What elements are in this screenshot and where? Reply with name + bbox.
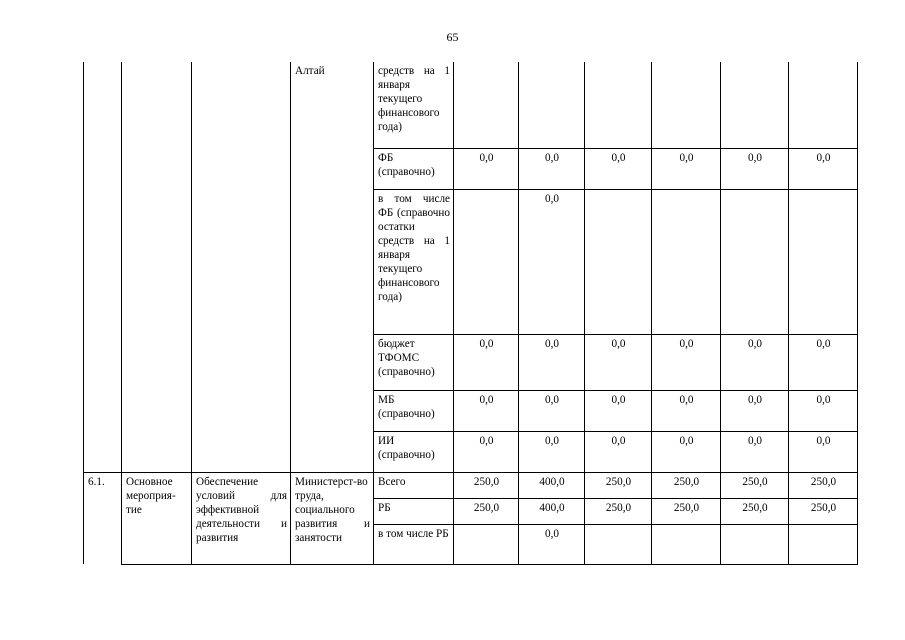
source-cell: ИИ (справочно) bbox=[374, 431, 454, 472]
value-cell: 250,0 bbox=[652, 498, 721, 524]
value-cell: 0,0 bbox=[585, 148, 652, 189]
source-cell: МБ (справочно) bbox=[374, 390, 454, 431]
budget-table bbox=[83, 62, 858, 565]
value-cell: 250,0 bbox=[652, 472, 721, 498]
value-cell: 0,0 bbox=[519, 431, 585, 472]
table-row bbox=[84, 472, 858, 498]
value-cell bbox=[721, 524, 789, 564]
value-cell: 0,0 bbox=[652, 431, 721, 472]
value-cell bbox=[585, 62, 652, 148]
value-cell: 250,0 bbox=[454, 472, 519, 498]
table-row bbox=[84, 62, 858, 148]
page-number: 65 bbox=[446, 30, 459, 44]
value-cell: 0,0 bbox=[454, 390, 519, 431]
value-cell: 400,0 bbox=[519, 498, 585, 524]
value-cell: 0,0 bbox=[652, 148, 721, 189]
value-cell: 0,0 bbox=[454, 431, 519, 472]
measure-name: Обеспечение условий для эффективной деятельности и развития bbox=[192, 472, 291, 564]
value-cell: 0,0 bbox=[721, 334, 789, 390]
value-cell: 0,0 bbox=[519, 390, 585, 431]
value-cell: 400,0 bbox=[519, 472, 585, 498]
value-cell: 0,0 bbox=[519, 334, 585, 390]
source-cell: РБ bbox=[374, 498, 454, 524]
value-cell: 250,0 bbox=[454, 498, 519, 524]
value-cell bbox=[721, 62, 789, 148]
value-cell: 0,0 bbox=[454, 334, 519, 390]
value-cell bbox=[454, 62, 519, 148]
measure-type: Основное мероприя-тие bbox=[122, 472, 192, 564]
source-cell: Всего bbox=[374, 472, 454, 498]
value-cell: 250,0 bbox=[585, 498, 652, 524]
source-cell: средств на 1 января текущего финансового года) bbox=[374, 62, 454, 148]
value-cell bbox=[585, 524, 652, 564]
value-cell bbox=[585, 189, 652, 334]
value-cell bbox=[454, 524, 519, 564]
value-cell bbox=[652, 189, 721, 334]
value-cell: 0,0 bbox=[585, 390, 652, 431]
value-cell: 0,0 bbox=[585, 431, 652, 472]
value-cell bbox=[652, 524, 721, 564]
value-cell: 0,0 bbox=[585, 334, 652, 390]
value-cell: 0,0 bbox=[652, 390, 721, 431]
value-cell: 0,0 bbox=[652, 334, 721, 390]
value-cell: 250,0 bbox=[789, 498, 858, 524]
value-cell bbox=[652, 62, 721, 148]
continued-type-cell bbox=[122, 62, 192, 472]
value-cell bbox=[519, 62, 585, 148]
value-cell: 0,0 bbox=[519, 524, 585, 564]
value-cell: 250,0 bbox=[585, 472, 652, 498]
continued-name-cell bbox=[192, 62, 291, 472]
value-cell: 0,0 bbox=[789, 390, 858, 431]
value-cell: 0,0 bbox=[721, 431, 789, 472]
value-cell: 0,0 bbox=[519, 148, 585, 189]
value-cell: 0,0 bbox=[789, 334, 858, 390]
value-cell: 0,0 bbox=[789, 431, 858, 472]
source-cell: в том числе РБ bbox=[374, 524, 454, 564]
measure-number: 6.1. bbox=[84, 472, 122, 564]
value-cell: 0,0 bbox=[454, 148, 519, 189]
source-cell: ФБ (справочно) bbox=[374, 148, 454, 189]
value-cell: 250,0 bbox=[721, 498, 789, 524]
value-cell: 250,0 bbox=[721, 472, 789, 498]
value-cell: 250,0 bbox=[789, 472, 858, 498]
value-cell bbox=[721, 189, 789, 334]
value-cell bbox=[789, 62, 858, 148]
source-cell: в том числе ФБ (справочно остатки средств на 1 января текущего финансового года) bbox=[374, 189, 454, 334]
value-cell: 0,0 bbox=[721, 390, 789, 431]
value-cell bbox=[789, 524, 858, 564]
continued-number-cell bbox=[84, 62, 122, 472]
value-cell: 0,0 bbox=[789, 148, 858, 189]
continued-responsible-cell: Алтай bbox=[291, 62, 374, 472]
value-cell: 0,0 bbox=[721, 148, 789, 189]
value-cell bbox=[789, 189, 858, 334]
source-cell: бюджет ТФОМС (справочно) bbox=[374, 334, 454, 390]
value-cell bbox=[454, 189, 519, 334]
measure-responsible: Министерст-во труда, социального развития и занятости bbox=[291, 472, 374, 564]
value-cell: 0,0 bbox=[519, 189, 585, 334]
